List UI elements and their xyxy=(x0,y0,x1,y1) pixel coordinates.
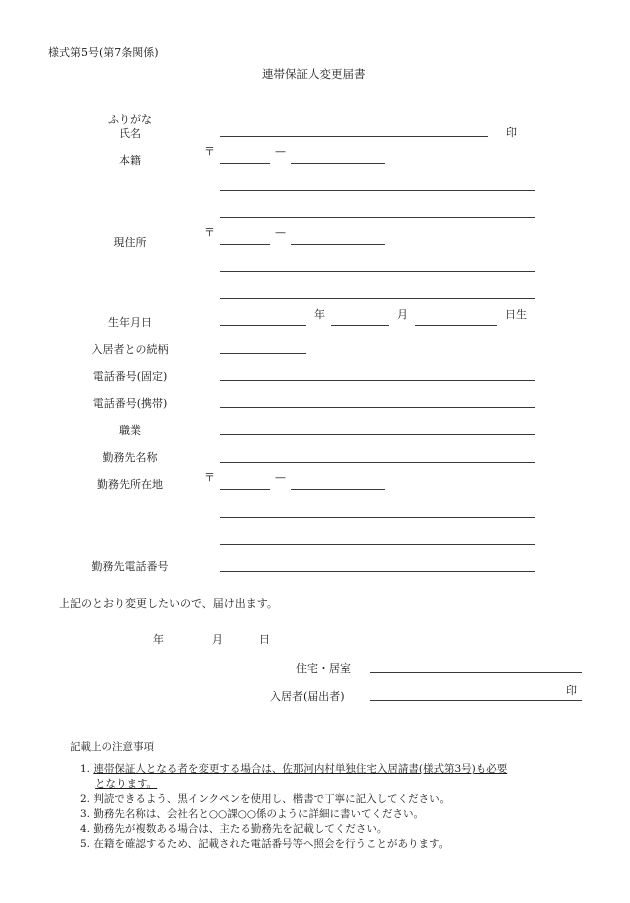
date-month-mark: 月 xyxy=(212,633,223,646)
note-number: 1. xyxy=(80,763,91,775)
notes-heading: 記載上の注意事項 xyxy=(70,741,154,753)
date-year-mark: 年 xyxy=(153,633,164,646)
note-number: 3. xyxy=(80,808,91,820)
statement-text: 上記のとおり変更したいので、届け出ます。 xyxy=(59,597,278,610)
honseki-address-line-1[interactable] xyxy=(220,190,535,191)
submitter-resident-line[interactable] xyxy=(370,700,582,701)
workplace-phone-line[interactable] xyxy=(220,571,535,572)
phone-mobile-label: 電話番号(携帯) xyxy=(92,397,168,410)
birth-date-label: 生年月日 xyxy=(108,316,152,329)
note-text: 在籍を確認するため、記載された電話番号等へ照会を行うことがあります。 xyxy=(93,838,450,850)
note-text: 連帯保証人となる者を変更する場合は、佐那河内村単独住宅入居請書(様式第3号)も必要 xyxy=(93,763,508,775)
submitter-address-line[interactable] xyxy=(370,672,582,673)
note-item-5 xyxy=(80,837,507,852)
submitter-address-label: 住宅・居室 xyxy=(296,662,351,675)
honseki-address-line-2[interactable] xyxy=(220,217,535,218)
phone-mobile-line[interactable] xyxy=(220,407,535,408)
note-text: 勤務先名称は、会社名と○○課○○係のように詳細に書いてください。 xyxy=(93,808,425,820)
note-text-continued: となります。 xyxy=(95,778,158,790)
honseki-postal-line-2[interactable] xyxy=(291,163,385,164)
honseki-label: 本籍 xyxy=(119,154,141,167)
date-day-mark: 日 xyxy=(259,633,270,646)
note-number: 2. xyxy=(80,793,91,805)
name-field-line[interactable] xyxy=(220,136,488,137)
birth-month-mark: 月 xyxy=(397,308,408,321)
note-item-1-continued xyxy=(80,777,507,792)
occupation-line[interactable] xyxy=(220,434,535,435)
workplace-name-line[interactable] xyxy=(220,462,535,463)
workplace-postal-mark: 〒 xyxy=(204,471,215,484)
workplace-address-line-2[interactable] xyxy=(220,544,535,545)
name-seal-mark: 印 xyxy=(506,126,517,139)
genjusho-label: 現住所 xyxy=(113,236,147,249)
occupation-label: 職業 xyxy=(119,424,141,437)
honseki-postal-dash: — xyxy=(275,145,286,158)
genjusho-postal-dash: — xyxy=(275,226,286,239)
note-number: 5. xyxy=(80,838,91,850)
birth-day-line[interactable] xyxy=(415,325,497,326)
workplace-postal-line-2[interactable] xyxy=(291,489,385,490)
genjusho-postal-line-2[interactable] xyxy=(291,244,385,245)
workplace-postal-line-1[interactable] xyxy=(220,489,270,490)
birth-year-mark: 年 xyxy=(314,308,325,321)
genjusho-address-line-2[interactable] xyxy=(220,298,535,299)
genjusho-address-line-1[interactable] xyxy=(220,271,535,272)
note-item-3 xyxy=(80,807,507,822)
note-item-1 xyxy=(80,762,507,777)
relationship-label: 入居者との続柄 xyxy=(91,343,169,356)
note-text: 勤務先が複数ある場合は、主たる勤務先を記載してください。 xyxy=(93,823,388,835)
workplace-phone-label: 勤務先電話番号 xyxy=(91,560,169,573)
form-number: 様式第5号(第7条関係) xyxy=(48,46,159,59)
submitter-resident-label: 入居者(届出者) xyxy=(270,690,345,703)
notes-list xyxy=(80,762,507,852)
genjusho-postal-line-1[interactable] xyxy=(220,244,270,245)
workplace-address-line-1[interactable] xyxy=(220,517,535,518)
note-number: 4. xyxy=(80,823,91,835)
workplace-address-label: 勤務先所在地 xyxy=(97,478,163,491)
genjusho-postal-mark: 〒 xyxy=(204,226,215,239)
phone-fixed-label: 電話番号(固定) xyxy=(92,370,168,383)
note-item-2 xyxy=(80,792,507,807)
workplace-name-label: 勤務先名称 xyxy=(102,451,158,464)
birth-month-line[interactable] xyxy=(331,325,389,326)
birth-year-line[interactable] xyxy=(220,325,306,326)
birth-day-mark: 日生 xyxy=(505,308,527,321)
page-title: 連帯保証人変更届書 xyxy=(262,67,366,81)
phone-fixed-line[interactable] xyxy=(220,380,535,381)
honseki-postal-mark: 〒 xyxy=(204,145,215,158)
note-text: 判読できるよう、黒インクペンを使用し、楷書で丁寧に記入してください。 xyxy=(93,793,451,805)
honseki-postal-line-1[interactable] xyxy=(220,163,270,164)
note-item-4 xyxy=(80,822,507,837)
relationship-line[interactable] xyxy=(220,353,306,354)
furigana-label: ふりがな xyxy=(108,113,152,126)
submitter-seal-mark: 印 xyxy=(566,684,577,697)
workplace-postal-dash: — xyxy=(275,471,286,484)
name-label: 氏名 xyxy=(119,127,141,140)
